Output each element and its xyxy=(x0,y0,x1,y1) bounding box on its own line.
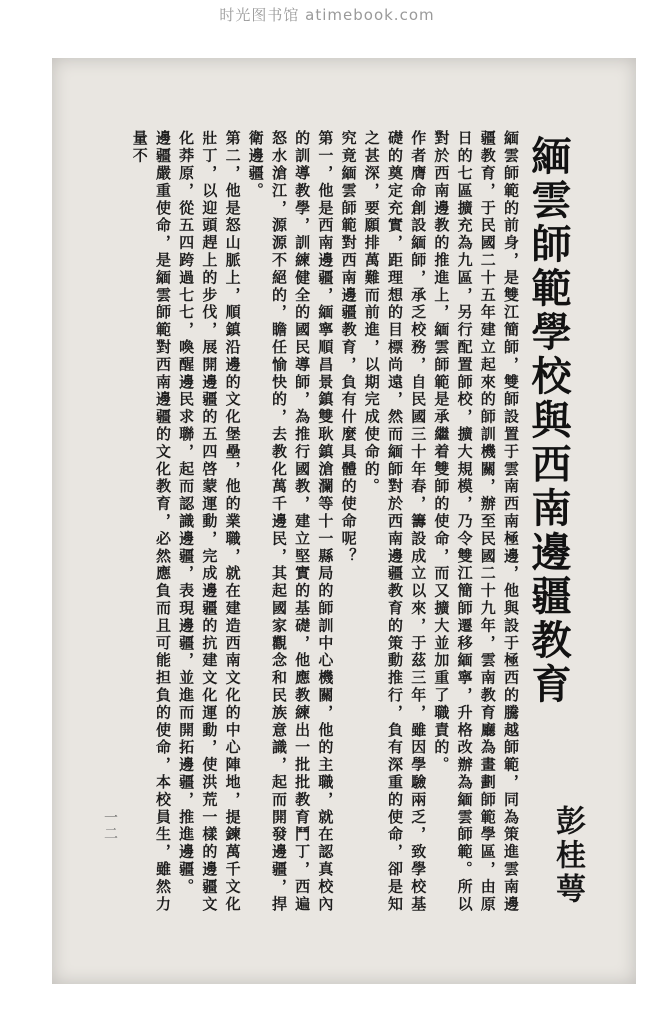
paragraph: 第二，他是怒山脈上，順鎮沿邊的文化堡壘，他的業職，就在建造西南文化的中心陣地，提鍊萬千文化壯丁，以迎頭趕上的步伐，展開邊疆的五四啓蒙運動，完成邊疆的抗建文化運動，使洪荒一樣的邊疆文化莽原，從五四跨過七七，喚醒邊民求聯，起而認識邊疆，表現邊疆，並進而開拓邊疆，推進邊疆。 xyxy=(177,130,242,913)
paragraph: 第一，他是西南邊疆，緬寧順昌景鎮雙耿鎮滄瀾等十一縣局的師訓中心機關，他的主職，就在認真校內的訓導教學，訓練健全的國民導師，為推行國教，建立堅實的基礎，他應教練出一批批教育鬥丁，西遍怒水滄江，源源不絕的，瞻任愉快的，去教化萬千邊民，其起國家觀念和民族意識，起而開發邊疆，捍衛邊疆。 xyxy=(246,130,335,913)
paragraph: 邊疆嚴重使命，是緬雲師範對西南邊疆的文化教育，必然應負而且可能担負的使命，本校員生，雖然力量不 xyxy=(130,130,172,913)
article-title: 緬雲師範學校與西南邊疆教育 xyxy=(525,135,572,707)
paragraph: 究竟緬雲師範對西南邊疆教育，負有什麼具體的使命呢？ xyxy=(339,130,358,565)
watermark: 时光图书馆 atimebook.com xyxy=(219,6,435,24)
paragraph: 緬雲師範的前身，是雙江簡師，雙師設置于雲南西南極邊，他與設于極西的騰越師範，同為策進雲南邊疆教育，于民國二十五年建立起來的師訓機關，辦至民國二十九年，雲南教育廳為畫劃師範學區，由原日的七區擴充為九區，另行配置師校，擴大規模，乃令雙江簡師遷移緬寧，升格改辦為緬雲師範。所以對於西南邊教的推進上，緬雲師範是承繼着雙師的使命，而又擴大並加重了職責的。 xyxy=(432,130,520,913)
article-body xyxy=(122,130,522,930)
page-number: 一二 xyxy=(102,810,118,842)
paragraph: 作者膺命創設緬師，承乏校務，自民國三十年春，籌設成立以來，于茲三年，雖因學驗兩乏，致學校基礎的奠定充實，距理想的目標尚遠，然而緬師對於西南邊疆教育的策動推行，負有深重的使命，卻是知之甚深，要願排萬難而前進，以期完成使命的。 xyxy=(362,130,428,913)
author-name: 彭桂萼 xyxy=(550,805,585,907)
